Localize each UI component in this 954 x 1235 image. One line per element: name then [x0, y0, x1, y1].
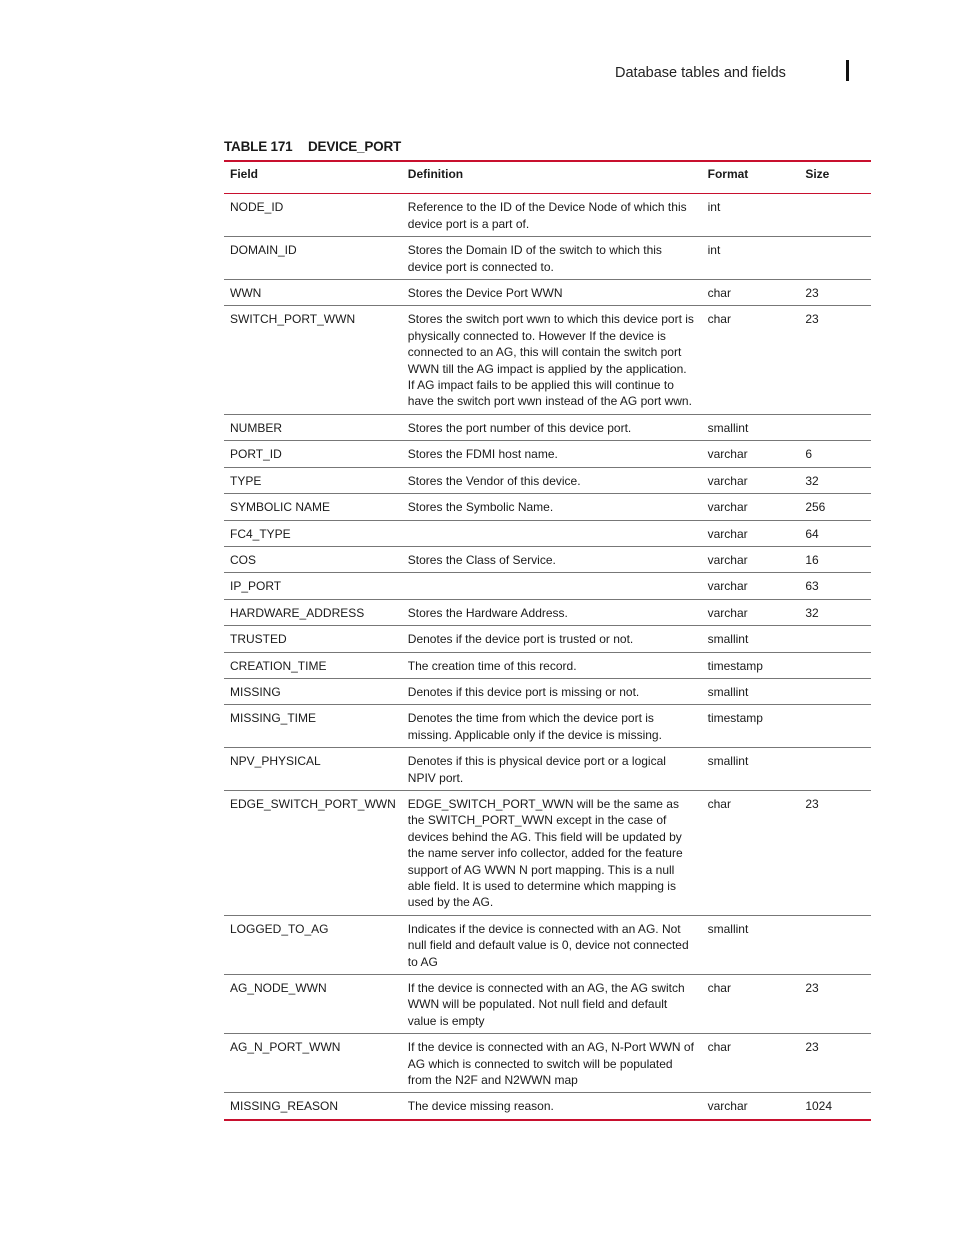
cell-size: 32 [799, 599, 871, 625]
cell-definition: EDGE_SWITCH_PORT_WWN will be the same as the SWITCH_PORT_WWN except in the case of devices behind the AG. This field will be updated by the name server info collector, added for the feature support of AG WWN N port mapping. This is a null able field. It is used to determine which mapping is used by the AG. [402, 790, 702, 915]
cell-field: CREATION_TIME [224, 652, 402, 678]
cell-format: varchar [702, 599, 800, 625]
cell-field: TRUSTED [224, 626, 402, 652]
cell-field: TYPE [224, 467, 402, 493]
table-caption [224, 139, 401, 154]
cell-field: WWN [224, 280, 402, 306]
cell-format: char [702, 306, 800, 414]
table-row [224, 414, 871, 440]
table-row [224, 467, 871, 493]
table-row [224, 573, 871, 599]
device-port-table [224, 160, 871, 1121]
table-row [224, 748, 871, 791]
cell-format: smallint [702, 626, 800, 652]
cell-size [799, 652, 871, 678]
table-row [224, 306, 871, 414]
table-row [224, 599, 871, 625]
cell-definition: Stores the Symbolic Name. [402, 494, 702, 520]
cell-format: varchar [702, 441, 800, 467]
cell-definition: Reference to the ID of the Device Node of which this device port is a part of. [402, 194, 702, 237]
cell-format: smallint [702, 678, 800, 704]
cell-size [799, 705, 871, 748]
column-header-format: Format [702, 161, 800, 194]
cell-definition: Denotes the time from which the device port is missing. Applicable only if the device is missing. [402, 705, 702, 748]
cell-size: 23 [799, 280, 871, 306]
cell-size: 32 [799, 467, 871, 493]
column-header-size: Size [799, 161, 871, 194]
cell-field: NUMBER [224, 414, 402, 440]
table-row [224, 280, 871, 306]
table-row [224, 494, 871, 520]
table-row [224, 237, 871, 280]
cell-definition: Indicates if the device is connected with an AG. Not null field and default value is 0, device not connected to AG [402, 915, 702, 974]
cell-definition [402, 573, 702, 599]
table-row [224, 1034, 871, 1093]
cell-definition: If the device is connected with an AG, the AG switch WWN will be populated. Not null field and default value is empty [402, 975, 702, 1034]
cell-definition: Stores the Hardware Address. [402, 599, 702, 625]
running-header-title: Database tables and fields [615, 65, 786, 81]
cell-field: PORT_ID [224, 441, 402, 467]
table-caption-title: DEVICE_PORT [308, 139, 402, 154]
cell-size: 6 [799, 441, 871, 467]
table-row [224, 915, 871, 974]
table-row [224, 1093, 871, 1120]
cell-format: varchar [702, 546, 800, 572]
cell-definition: The creation time of this record. [402, 652, 702, 678]
cell-size [799, 678, 871, 704]
cell-size: 23 [799, 306, 871, 414]
cell-size [799, 194, 871, 237]
cell-format: int [702, 194, 800, 237]
column-header-field: Field [224, 161, 402, 194]
table-row [224, 652, 871, 678]
cell-size [799, 748, 871, 791]
cell-field: MISSING_REASON [224, 1093, 402, 1120]
table-row [224, 546, 871, 572]
cell-format: varchar [702, 494, 800, 520]
cell-definition: Denotes if the device port is trusted or not. [402, 626, 702, 652]
cell-size: 23 [799, 790, 871, 915]
cell-definition: Stores the Domain ID of the switch to which this device port is connected to. [402, 237, 702, 280]
cell-field: COS [224, 546, 402, 572]
cell-definition: Stores the Class of Service. [402, 546, 702, 572]
table-row [224, 678, 871, 704]
cell-field: LOGGED_TO_AG [224, 915, 402, 974]
cell-definition: Denotes if this is physical device port or a logical NPIV port. [402, 748, 702, 791]
table-caption-number: TABLE 171 [224, 139, 293, 154]
cell-format: smallint [702, 414, 800, 440]
table-header-row [224, 161, 871, 194]
cell-field: SYMBOLIC NAME [224, 494, 402, 520]
cell-size: 63 [799, 573, 871, 599]
table-row [224, 520, 871, 546]
cell-size: 23 [799, 1034, 871, 1093]
header-marker-bar [846, 60, 849, 81]
column-header-definition: Definition [402, 161, 702, 194]
cell-definition [402, 520, 702, 546]
cell-definition: The device missing reason. [402, 1093, 702, 1120]
cell-size: 256 [799, 494, 871, 520]
cell-field: AG_NODE_WWN [224, 975, 402, 1034]
cell-format: varchar [702, 1093, 800, 1120]
cell-field: NODE_ID [224, 194, 402, 237]
cell-format: char [702, 280, 800, 306]
table-row [224, 705, 871, 748]
cell-format: timestamp [702, 705, 800, 748]
table-row [224, 975, 871, 1034]
cell-definition: Stores the switch port wwn to which this device port is physically connected to. However If the device is connected to an AG, this will contain the switch port WWN till the AG impact is applied by the application. If AG impact fails to be applied this will continue to have the switch port wwn instead of the AG port wwn. [402, 306, 702, 414]
cell-definition: Denotes if this device port is missing or not. [402, 678, 702, 704]
table-row [224, 626, 871, 652]
cell-field: HARDWARE_ADDRESS [224, 599, 402, 625]
cell-size: 16 [799, 546, 871, 572]
cell-field: DOMAIN_ID [224, 237, 402, 280]
cell-field: MISSING [224, 678, 402, 704]
cell-definition: Stores the Vendor of this device. [402, 467, 702, 493]
cell-field: EDGE_SWITCH_PORT_WWN [224, 790, 402, 915]
cell-format: char [702, 1034, 800, 1093]
cell-field: SWITCH_PORT_WWN [224, 306, 402, 414]
table-row [224, 194, 871, 237]
cell-size [799, 915, 871, 974]
cell-size: 1024 [799, 1093, 871, 1120]
cell-size: 23 [799, 975, 871, 1034]
table-row [224, 441, 871, 467]
cell-format: smallint [702, 915, 800, 974]
cell-field: AG_N_PORT_WWN [224, 1034, 402, 1093]
cell-size [799, 414, 871, 440]
cell-format: smallint [702, 748, 800, 791]
cell-field: NPV_PHYSICAL [224, 748, 402, 791]
cell-format: char [702, 975, 800, 1034]
cell-format: varchar [702, 520, 800, 546]
cell-field: MISSING_TIME [224, 705, 402, 748]
cell-definition: Stores the port number of this device port. [402, 414, 702, 440]
cell-definition: Stores the Device Port WWN [402, 280, 702, 306]
cell-format: varchar [702, 467, 800, 493]
cell-definition: If the device is connected with an AG, N-Port WWN of AG which is connected to switch will be populated from the N2F and N2WWN map [402, 1034, 702, 1093]
cell-field: FC4_TYPE [224, 520, 402, 546]
cell-format: char [702, 790, 800, 915]
cell-field: IP_PORT [224, 573, 402, 599]
cell-definition: Stores the FDMI host name. [402, 441, 702, 467]
cell-format: timestamp [702, 652, 800, 678]
cell-size [799, 626, 871, 652]
cell-format: int [702, 237, 800, 280]
cell-size: 64 [799, 520, 871, 546]
cell-size [799, 237, 871, 280]
cell-format: varchar [702, 573, 800, 599]
table-row [224, 790, 871, 915]
